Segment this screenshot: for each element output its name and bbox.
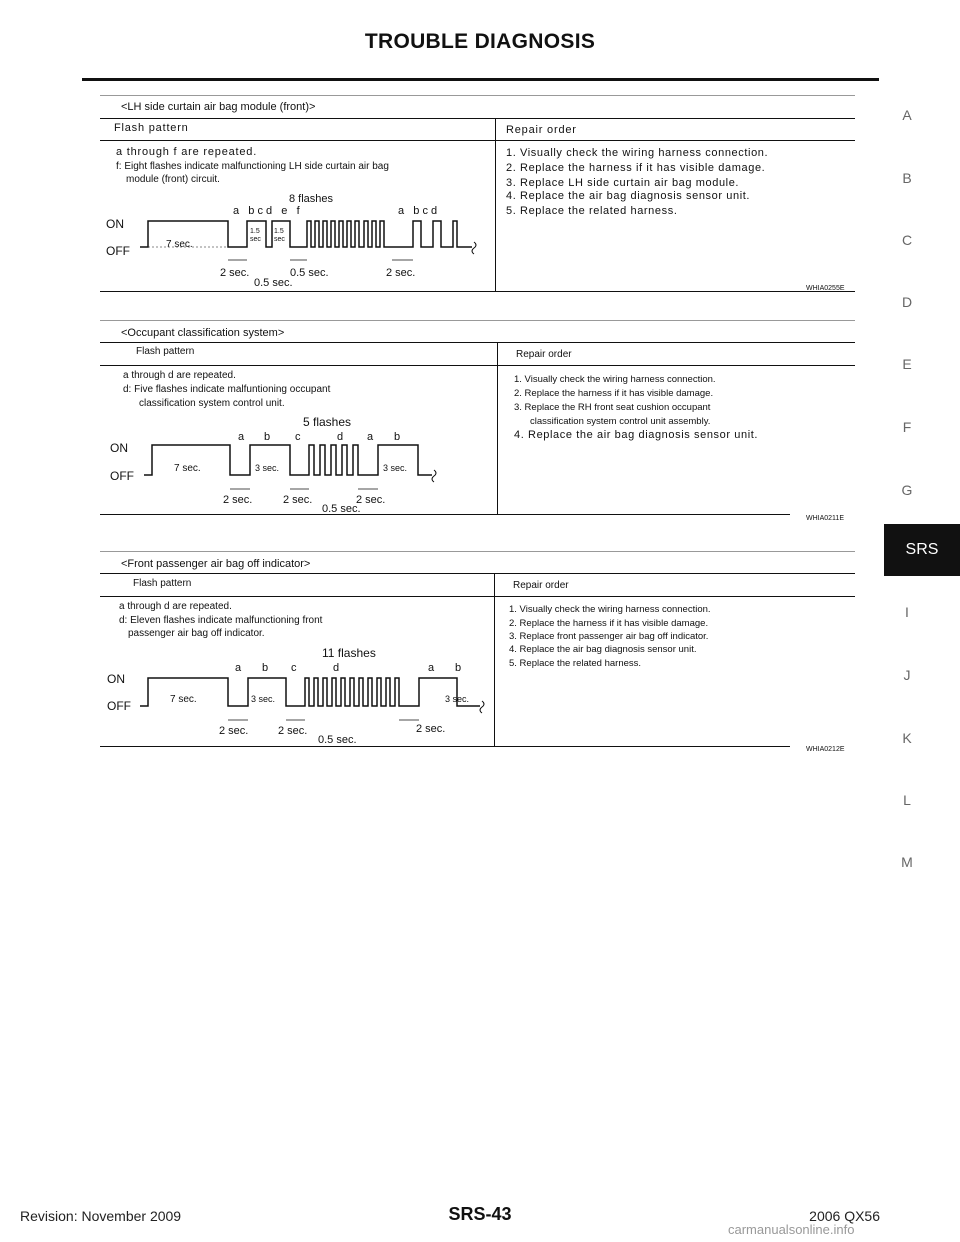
half-sec-label: 0.5 sec. xyxy=(318,734,357,746)
flash-pattern-diagram xyxy=(100,188,495,291)
tab-f[interactable]: F xyxy=(902,419,912,435)
repair-step: 4. Replace the air bag diagnosis sensor unit. xyxy=(509,644,697,655)
half-sec-label: 0.5 sec. xyxy=(290,267,329,279)
half-sec-label: 0.5 sec. xyxy=(254,277,293,289)
desc-line: a through d are repeated. xyxy=(123,370,236,381)
repair-step: 1. Visually check the wiring harness connection. xyxy=(506,147,769,159)
col-header-repair: Repair order xyxy=(513,580,569,591)
flash-count-label: 8 flashes xyxy=(289,193,334,205)
repair-step: 3. Replace LH side curtain air bag module. xyxy=(506,177,740,189)
repair-step: 1. Visually check the wiring harness connection. xyxy=(509,604,711,615)
desc-line: d: Five flashes indicate malfuntioning occupant xyxy=(123,384,331,395)
two-sec-label: 2 sec. xyxy=(416,723,446,735)
desc-line: d: Eleven flashes indicate malfunctioning front xyxy=(119,615,323,626)
figure-code: WHIA0211E xyxy=(806,515,844,522)
desc-line: classification system control unit. xyxy=(139,398,285,409)
repair-step: classification system control unit assembly. xyxy=(530,416,711,427)
repair-step: 2. Replace the harness if it has visible damage. xyxy=(509,618,709,629)
watermark-text: carmanualsonline.info xyxy=(728,1222,855,1237)
on-label: ON xyxy=(110,441,128,455)
letter-labels: a b c d xyxy=(398,205,438,217)
col-header-flash: Flash pattern xyxy=(136,346,195,357)
tab-srs-active[interactable]: SRS xyxy=(884,524,960,576)
figure-code: WHIA0212E xyxy=(806,746,845,753)
letter-d: d xyxy=(337,431,344,443)
tab-i[interactable]: I xyxy=(905,604,909,620)
repair-step: 2. Replace the harness if it has visible damage. xyxy=(514,388,714,399)
col-header-repair: Repair order xyxy=(506,124,577,136)
tab-g[interactable]: G xyxy=(901,482,913,498)
tab-m[interactable]: M xyxy=(901,854,913,870)
letter-c: c xyxy=(291,662,297,674)
revision-date: Revision: November 2009 xyxy=(20,1208,182,1224)
off-label: OFF xyxy=(110,469,134,483)
letter-c: c xyxy=(295,431,301,443)
desc-line: module (front) circuit. xyxy=(126,174,220,185)
two-sec-label: 2 sec. xyxy=(220,267,250,279)
letter-b: b xyxy=(264,431,271,443)
model-name: 2006 QX56 xyxy=(809,1208,880,1224)
section-caption: <LH side curtain air bag module (front)> xyxy=(121,101,316,113)
repair-step: 3. Replace the RH front seat cushion occupant xyxy=(514,402,711,413)
tab-b[interactable]: B xyxy=(902,170,912,186)
off-label: OFF xyxy=(106,244,130,258)
repair-step: 5. Replace the related harness. xyxy=(506,205,678,217)
title-rule xyxy=(82,78,879,81)
repair-step: 4. Replace the air bag diagnosis sensor unit. xyxy=(506,190,751,202)
two-sec-label: 2 sec. xyxy=(356,494,386,506)
repair-step: 1. Visually check the wiring harness connection. xyxy=(514,374,716,385)
tab-c[interactable]: C xyxy=(901,232,913,248)
tab-k[interactable]: K xyxy=(902,730,912,746)
flash-count-label: 11 flashes xyxy=(322,646,376,660)
on-label: ON xyxy=(106,217,124,231)
tab-l[interactable]: L xyxy=(903,792,911,808)
on-label: ON xyxy=(107,672,125,686)
section-caption: <Occupant classification system> xyxy=(121,327,285,339)
two-sec-label: 2 sec. xyxy=(278,725,308,737)
flash-pattern-diagram xyxy=(100,643,494,746)
one-five-label: 1.5 xyxy=(274,228,284,235)
repair-step: 3. Replace front passenger air bag off indicator. xyxy=(509,631,709,642)
three-sec-label: 3 sec. xyxy=(383,463,408,473)
desc-line: passenger air bag off indicator. xyxy=(128,628,265,639)
letter-b: b xyxy=(262,662,269,674)
two-sec-label: 2 sec. xyxy=(223,494,253,506)
flash-count-label: 5 flashes xyxy=(303,415,352,429)
letter-a: a xyxy=(238,431,245,443)
seven-sec-label: 7 sec. xyxy=(170,694,197,705)
letter-labels: a b c d e f xyxy=(233,205,300,217)
three-sec-label: 3 sec. xyxy=(255,463,280,473)
desc-line: a through f are repeated. xyxy=(116,146,258,158)
letter-a: a xyxy=(367,431,374,443)
repair-step: 2. Replace the harness if it has visible damage. xyxy=(506,162,766,174)
tab-j[interactable]: J xyxy=(903,667,911,683)
two-sec-label: 2 sec. xyxy=(219,725,249,737)
letter-b: b xyxy=(394,431,401,443)
tab-d[interactable]: D xyxy=(901,294,913,310)
flash-pattern-diagram xyxy=(100,412,495,514)
one-five-label: 1.5 xyxy=(250,228,260,235)
tab-a[interactable]: A xyxy=(902,107,912,123)
two-sec-label: 2 sec. xyxy=(386,267,416,279)
sec-label: sec xyxy=(274,236,285,243)
repair-step: 5. Replace the related harness. xyxy=(509,658,642,669)
col-header-flash: Flash pattern xyxy=(133,578,192,589)
desc-line: f: Eight flashes indicate malfunctioning LH side curtain air bag xyxy=(116,161,389,172)
two-sec-label: 2 sec. xyxy=(283,494,313,506)
seven-sec-label: 7 sec. xyxy=(166,239,193,250)
sec-label: sec xyxy=(250,236,261,243)
desc-line: a through d are repeated. xyxy=(119,601,232,612)
three-sec-label: 3 sec. xyxy=(445,694,470,704)
letter-a: a xyxy=(235,662,242,674)
half-sec-label: 0.5 sec. xyxy=(322,503,361,514)
off-label: OFF xyxy=(107,699,131,713)
col-header-repair: Repair order xyxy=(516,349,572,360)
repair-step: 4. Replace the air bag diagnosis sensor unit. xyxy=(514,429,759,441)
section-caption: <Front passenger air bag off indicator> xyxy=(121,558,311,570)
letter-d: d xyxy=(333,662,340,674)
seven-sec-label: 7 sec. xyxy=(174,463,201,474)
figure-code: WHIA0255E xyxy=(806,285,845,292)
letter-a: a xyxy=(428,662,435,674)
page-number: SRS-43 xyxy=(448,1204,512,1224)
tab-e[interactable]: E xyxy=(902,356,912,372)
col-header-flash: Flash pattern xyxy=(114,122,189,134)
letter-b: b xyxy=(455,662,462,674)
three-sec-label: 3 sec. xyxy=(251,694,276,704)
page-title: TROUBLE DIAGNOSIS xyxy=(364,30,596,53)
